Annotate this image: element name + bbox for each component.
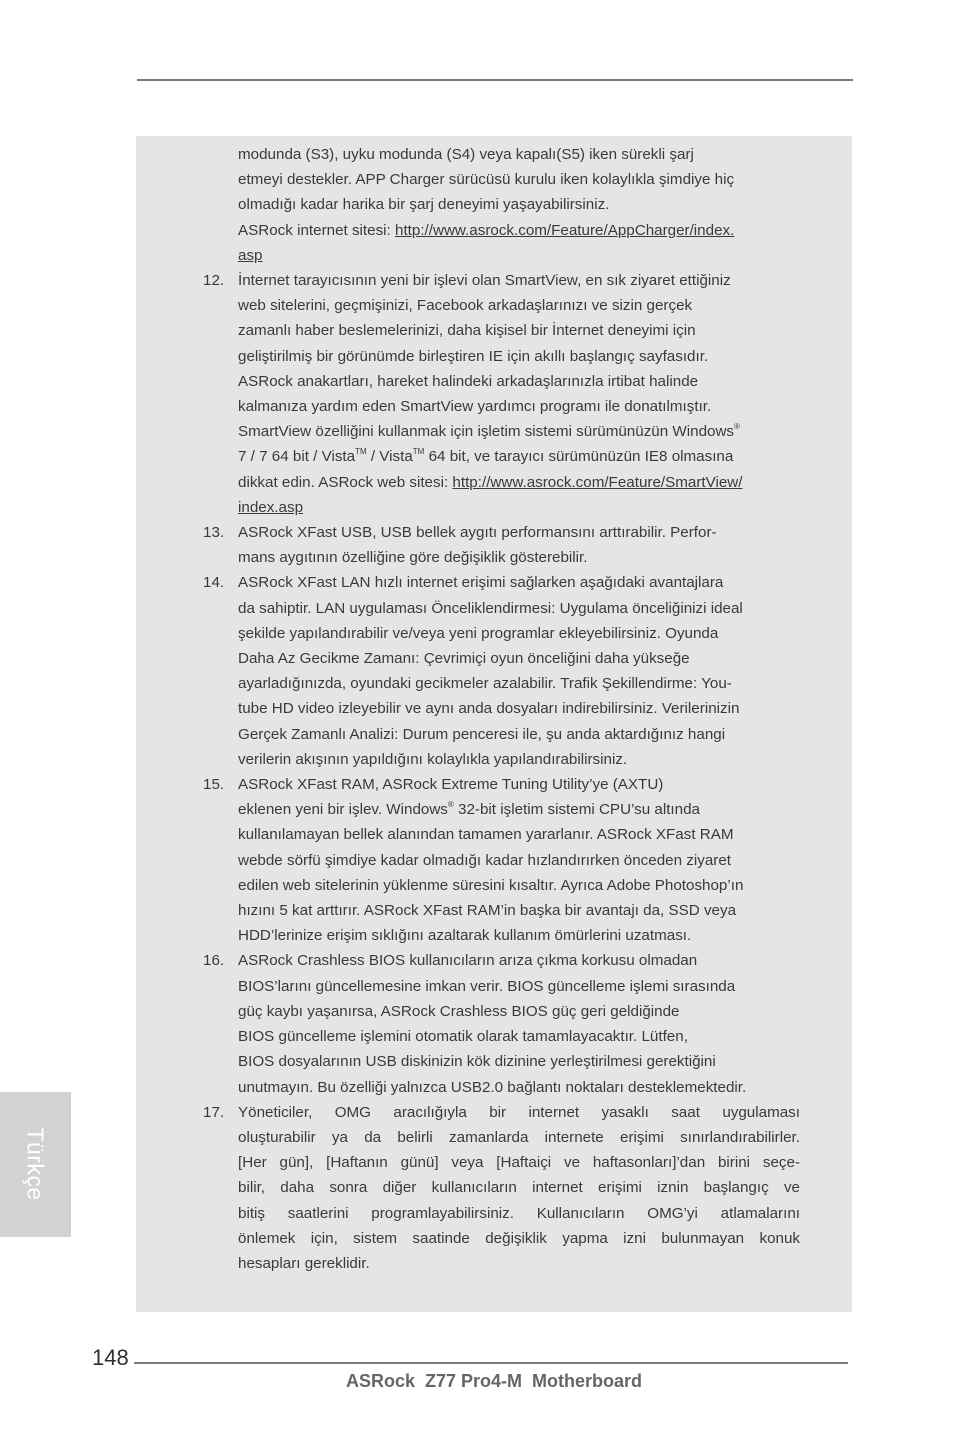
list-item-14 bbox=[200, 570, 800, 772]
item-text: eklenen yeni bir işlev. Windows bbox=[238, 801, 448, 819]
item-line: da sahiptir. LAN uygulaması Önceliklendirmesi: Uygulama önceliğinizi ideal bbox=[238, 599, 743, 617]
item-number: 13. bbox=[203, 524, 225, 542]
item-line: ASRock Crashless BIOS kullanıcıların arıza çıkma korkusu olmadan bbox=[238, 952, 698, 970]
item-line: zamanlı haber beslemelerinizi, daha kişisel bir İnternet deneyimi için bbox=[238, 322, 696, 340]
item-line bbox=[238, 470, 800, 495]
page-number: 148 bbox=[92, 1345, 129, 1370]
intro-line: olmadığı kadar harika bir şarj deneyimi yaşayabilirsiniz. bbox=[238, 196, 610, 214]
item-line: Daha Az Gecikme Zamanı: Çevrimiçi oyun önceliğini daha yükseğe bbox=[238, 650, 690, 668]
item-text: 32-bit işletim sistemi CPU’su altında bbox=[453, 801, 700, 819]
intro-line: etmeyi destekler. APP Charger sürücüsü kurulu iken kolaylıkla şimdiye hiç bbox=[238, 171, 735, 189]
list-item-13 bbox=[200, 520, 800, 570]
footer-rule bbox=[134, 1362, 848, 1364]
item-line: ASRock XFast LAN hızlı internet erişimi sağlarken aşağıdaki avantajlara bbox=[238, 574, 724, 592]
item-line: HDD’lerinize erişim sıklığını azaltarak kullanım ömürlerini uzatması. bbox=[238, 927, 692, 945]
item-text: SmartView özelliğini kullanmak için işletim sistemi sürümünüzün Windows bbox=[238, 423, 735, 441]
intro-line: modunda (S3), uyku modunda (S4) veya kapalı(S5) iken sürekli şarj bbox=[238, 146, 694, 163]
item-line: bilir, daha sonra diğer kullanıcıların internet erişimi iznin başlangıç ve bbox=[238, 1179, 800, 1197]
item-line: kullanılamayan bellek alanından tamamen yararlanır. ASRock XFast RAM bbox=[238, 826, 734, 844]
feature-list bbox=[200, 268, 800, 1276]
item-line: ASRock XFast USB, USB bellek aygıtı performansını arttırabilir. Perfor- bbox=[238, 524, 717, 542]
item-number: 14. bbox=[203, 574, 225, 592]
registered-mark: ® bbox=[447, 800, 454, 810]
header-rule bbox=[137, 79, 853, 81]
intro-link-line bbox=[238, 243, 798, 268]
item-line: oluşturabilir ya da belirli zamanlarda internete erişimi sınırlandırabilirler. bbox=[238, 1128, 800, 1146]
item-line bbox=[238, 444, 800, 469]
item-line: web sitelerini, geçmişinizi, Facebook arkadaşlarınızı ve sizin gerçek bbox=[238, 297, 693, 315]
smartview-link[interactable]: http://www.asrock.com/Feature/SmartView/ bbox=[452, 473, 743, 491]
item-line: Gerçek Zamanlı Analizi: Durum penceresi ile, şu anda aktardığınız hangi bbox=[238, 725, 726, 743]
language-tab-label: Türkçe bbox=[22, 1127, 49, 1201]
intro-site-line bbox=[238, 218, 798, 243]
item-line: kalmanıza yardım eden SmartView yardımcı programı ile donatılmıştır. bbox=[238, 398, 712, 416]
item-line: güç kaybı yaşanırsa, ASRock Crashless BIOS güç geri geldiğinde bbox=[238, 1002, 680, 1020]
item-number: 12. bbox=[203, 272, 225, 289]
item-line: hızını 5 kat arttırır. ASRock XFast RAM’in başka bir avantajı da, SSD veya bbox=[238, 902, 737, 920]
item-line: geliştirilmiş bir görünümde birleştiren IE için akıllı başlangıç sayfasıdır. bbox=[238, 347, 709, 365]
item-line: BIOS’larını güncellemesine imkan verir. BIOS güncelleme işlemi sırasında bbox=[238, 977, 736, 995]
item-number: 15. bbox=[203, 776, 225, 794]
smartview-link-tail[interactable]: index.asp bbox=[238, 498, 304, 516]
item-line: bitiş saatlerini programlayabilirsiniz. Kullanıcıların OMG’yi atlamalarını bbox=[238, 1204, 800, 1222]
item-line: webde sörfü şimdiye kadar olmadığı kadar hızlandırırken önceden ziyaret bbox=[238, 851, 732, 869]
item-line: [Her gün], [Haftanın günü] veya [Haftaiçi ve haftasonları]’dan birini seçe- bbox=[238, 1154, 800, 1172]
item-line: İnternet tarayıcısının yeni bir işlevi olan SmartView, en sık ziyaret ettiğiniz bbox=[238, 272, 731, 289]
item-line: önlemek için, sistem saatinde değişiklik yapma izni bulunmayan konuk bbox=[238, 1229, 800, 1247]
item-text: dikkat edin. ASRock web sitesi: bbox=[238, 473, 453, 491]
item-number: 17. bbox=[203, 1103, 225, 1121]
list-item-16 bbox=[200, 948, 800, 1099]
language-tab bbox=[0, 1092, 71, 1237]
item-line: unutmayın. Bu özelliği yalnızca USB2.0 bağlantı noktaları desteklemektedir. bbox=[238, 1078, 747, 1096]
item-line: BIOS güncelleme işlemini otomatik olarak tamamlayacaktır. Lütfen, bbox=[238, 1028, 688, 1046]
item-line: Yöneticiler, OMG aracılığıyla bir internet yasaklı saat uygulaması bbox=[238, 1103, 800, 1121]
item-line: şekilde yapılandırabilir ve/veya yeni programlar ekleyebilirsiniz. Oyunda bbox=[238, 624, 719, 642]
appcharger-link-tail[interactable]: asp bbox=[238, 246, 263, 264]
registered-mark: ® bbox=[734, 422, 740, 432]
item-number: 16. bbox=[203, 952, 225, 970]
site-label: ASRock internet sitesi: bbox=[238, 221, 395, 239]
item-line: mans aygıtının özelliğine göre değişiklik gösterebilir. bbox=[238, 549, 588, 567]
item-line: BIOS dosyalarının USB diskinizin kök dizinine yerleştirilmesi gerektiğini bbox=[238, 1053, 716, 1071]
trademark-mark: TM bbox=[355, 447, 367, 457]
appcharger-link[interactable]: http://www.asrock.com/Feature/AppCharger/index. bbox=[395, 221, 735, 239]
list-item-15 bbox=[200, 772, 800, 948]
item-line bbox=[238, 495, 800, 520]
footer-title: ASRock Z77 Pro4-M Motherboard bbox=[346, 1371, 643, 1391]
item-line: ayarladığınızda, oyundaki gecikmeler azalabilir. Trafik Şekillendirme: You- bbox=[238, 675, 732, 693]
item-line bbox=[238, 797, 800, 822]
item-text: / Vista bbox=[366, 448, 413, 466]
item-line: tube HD video izleyebilir ve aynı anda dosyaları indirebilirsiniz. Verilerinizin bbox=[238, 700, 740, 718]
item-line: verilerin akışının yapıldığını kolaylıkla yapılandırabilirsiniz. bbox=[238, 750, 628, 768]
item-line: ASRock anakartları, hareket halindeki arkadaşlarınızla irtibat halinde bbox=[238, 372, 699, 390]
list-item-17 bbox=[200, 1100, 800, 1276]
trademark-mark: TM bbox=[412, 447, 425, 457]
item-text: 64 bit, ve tarayıcı sürümünüzün IE8 olmasına bbox=[424, 448, 734, 466]
list-item-12 bbox=[200, 268, 800, 520]
item-line: edilen web sitelerinin yüklenme süresini kısaltır. Ayrıca Adobe Photoshop’ın bbox=[238, 876, 744, 894]
item-text: 7 / 7 64 bit / Vista bbox=[238, 448, 356, 466]
item-line bbox=[238, 419, 800, 444]
item-line: ASRock XFast RAM, ASRock Extreme Tuning Utility’ye (AXTU) bbox=[238, 776, 664, 794]
intro-paragraph bbox=[238, 142, 798, 268]
item-line: hesapları gereklidir. bbox=[238, 1254, 370, 1272]
